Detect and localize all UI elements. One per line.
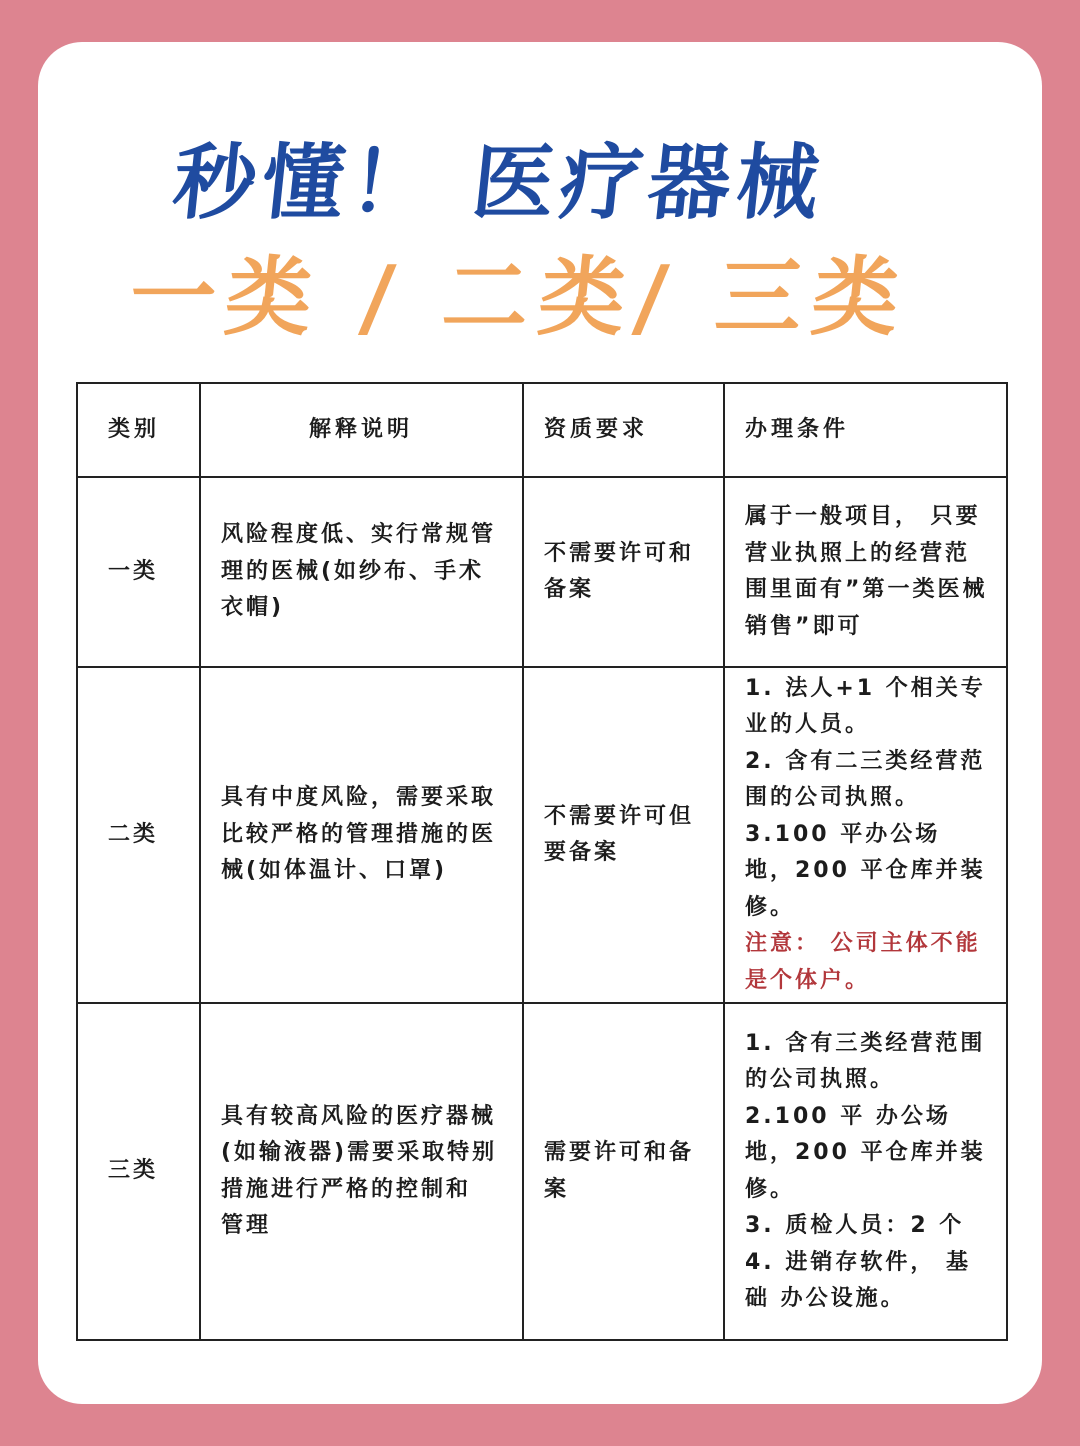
row-qualification: 不需要许可和备案: [523, 477, 724, 667]
row-description: 具有较高风险的医疗器械(如输液器)需要采取特别措施进行严格的控制和 管理: [200, 1003, 523, 1340]
condition-line: 2.100 平 办公场地，200 平仓库并装修。: [745, 1103, 986, 1202]
table-header-row: [77, 383, 1007, 477]
subtitle-categories: 一类 / 二类/ 三类: [124, 248, 914, 348]
row-qualification: 不需要许可但要备案: [523, 667, 724, 1003]
condition-line: 1. 法人+1 个相关专业的人员。: [745, 675, 986, 738]
header-category: 类别: [77, 383, 200, 477]
row-category: 一类: [77, 477, 200, 667]
condition-line: 4. 进销存软件， 基础 办公设施。: [745, 1249, 971, 1311]
condition-line: 1. 含有三类经营范围的公司执照。: [745, 1030, 986, 1092]
row-conditions: [724, 667, 1007, 1003]
condition-line: 3. 质检人员：2 个: [745, 1213, 965, 1238]
row-qualification: 需要许可和备案: [523, 1003, 724, 1340]
condition-note: 注意： 公司主体不能是个体户。: [745, 931, 981, 993]
header-conditions: 办理条件: [724, 383, 1007, 477]
row-description: 风险程度低、实行常规管理的医械(如纱布、手术衣帽): [200, 477, 523, 667]
condition-line: 2. 含有二三类经营范围的公司执照。: [745, 748, 986, 811]
main-title: 秒懂！ 医疗器械: [168, 136, 830, 231]
table-row: [77, 1003, 1007, 1340]
table-row: [77, 667, 1007, 1003]
comparison-table: [76, 382, 1008, 1341]
condition-line: 属于一般项目， 只要营业执照上的经营范围里面有”第一类医械销售”即可: [745, 504, 988, 639]
header-description: 解释说明: [200, 383, 523, 477]
row-conditions: [724, 477, 1007, 667]
header-qualification: 资质要求: [523, 383, 724, 477]
table-row: [77, 477, 1007, 667]
row-description: 具有中度风险，需要采取比较严格的管理措施的医械(如体温计、口罩): [200, 667, 523, 1003]
row-conditions: [724, 1003, 1007, 1340]
condition-line: 3.100 平办公场地，200 平仓库并装修。: [745, 821, 986, 920]
row-category: 三类: [77, 1003, 200, 1340]
row-category: 二类: [77, 667, 200, 1003]
